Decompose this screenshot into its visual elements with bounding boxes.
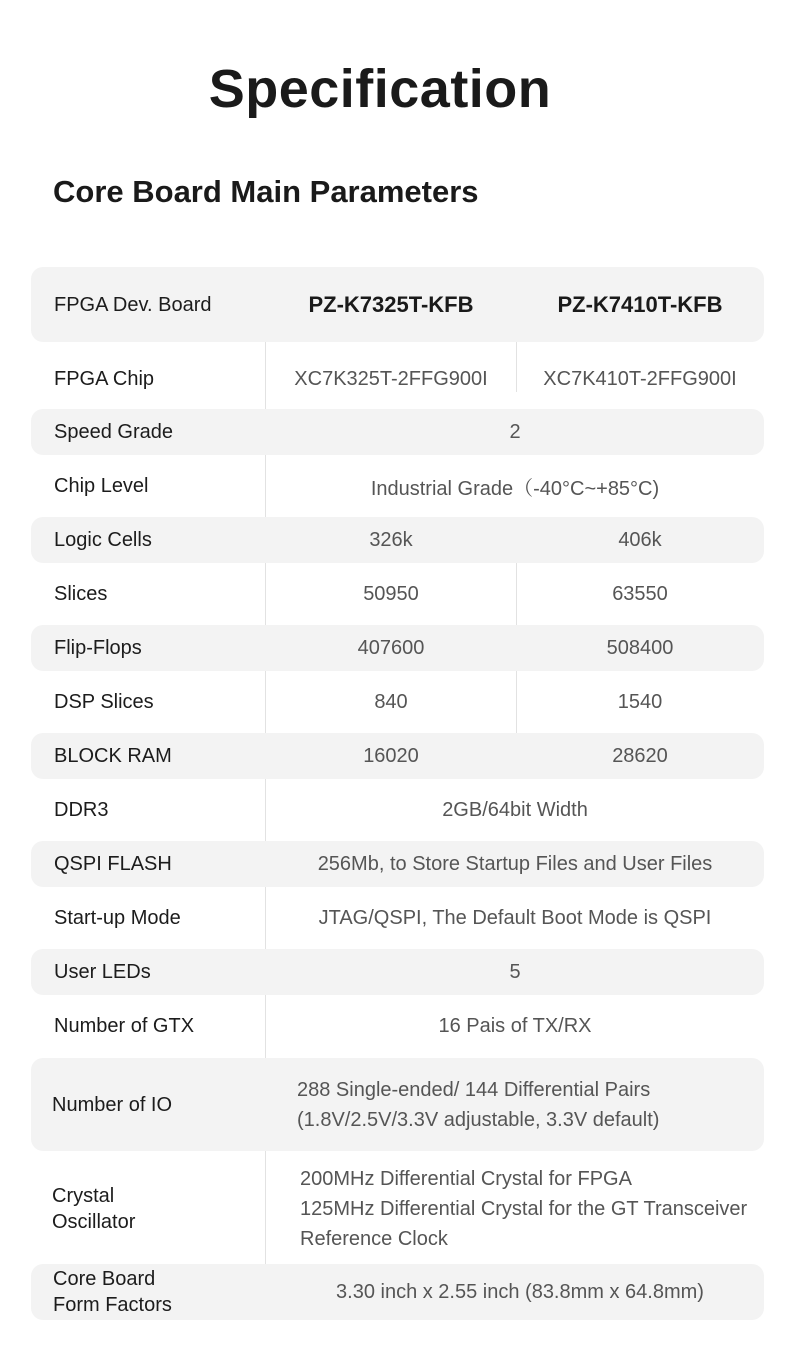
row-label: Speed Grade bbox=[54, 421, 173, 443]
table-row-startup-mode bbox=[31, 895, 764, 941]
row-col1: XC7K325T-2FFG900I bbox=[294, 367, 488, 390]
table-row-number-of-io bbox=[31, 1058, 764, 1151]
table-row-block-ram bbox=[31, 733, 764, 779]
row-value: 2GB/64bit Width bbox=[442, 798, 588, 821]
row-col2: 406k bbox=[618, 528, 662, 551]
header-col2: PZ-K7410T-KFB bbox=[557, 291, 723, 317]
row-label-line2: Oscillator bbox=[52, 1211, 136, 1233]
table-row-crystal-oscillator bbox=[31, 1162, 764, 1256]
row-value-line3: Reference Clock bbox=[300, 1228, 448, 1250]
table-row-form-factors bbox=[31, 1264, 764, 1320]
header-col1: PZ-K7325T-KFB bbox=[308, 291, 474, 317]
row-label bbox=[53, 1264, 172, 1320]
table-row-speed-grade bbox=[31, 409, 764, 455]
row-label: Number of GTX bbox=[54, 1015, 195, 1037]
row-label: User LEDs bbox=[54, 961, 151, 983]
row-label: Start-up Mode bbox=[54, 907, 181, 929]
table-row-dsp-slices bbox=[31, 679, 764, 725]
row-value: Industrial Grade（-40°C~+85°C) bbox=[370, 477, 660, 500]
table-row-slices bbox=[31, 571, 764, 617]
table-row-logic-cells bbox=[31, 517, 764, 563]
row-value-line2: 125MHz Differential Crystal for the GT Transceiver bbox=[300, 1198, 748, 1220]
row-col2: 63550 bbox=[612, 582, 668, 605]
row-value: 5 bbox=[509, 960, 521, 983]
table-row-flip-flops bbox=[31, 625, 764, 671]
row-value: JTAG/QSPI, The Default Boot Mode is QSPI bbox=[318, 906, 712, 929]
row-label: DSP Slices bbox=[54, 691, 154, 713]
table-row-ddr3 bbox=[31, 787, 764, 833]
row-label: QSPI FLASH bbox=[54, 853, 172, 875]
row-value-line1: 288 Single-ended/ 144 Differential Pairs bbox=[297, 1078, 651, 1101]
row-label: FPGA Chip bbox=[54, 368, 155, 390]
page-title: Specification bbox=[208, 59, 552, 119]
row-value-line1: 200MHz Differential Crystal for FPGA bbox=[300, 1168, 632, 1190]
row-label bbox=[52, 1162, 135, 1256]
row-label: BLOCK RAM bbox=[54, 745, 172, 767]
row-label-line2: Form Factors bbox=[53, 1294, 172, 1316]
row-col1: 840 bbox=[374, 690, 408, 713]
table-header-row bbox=[31, 267, 764, 342]
row-value: 2 bbox=[509, 420, 521, 443]
table-row-number-of-gtx bbox=[31, 1003, 764, 1049]
row-label-line1: Crystal bbox=[52, 1185, 115, 1207]
table-row-user-leds bbox=[31, 949, 764, 995]
row-col2: 1540 bbox=[617, 690, 663, 713]
row-value bbox=[300, 1162, 764, 1256]
row-col1: 326k bbox=[369, 528, 413, 551]
row-value bbox=[297, 1058, 767, 1151]
row-label: Logic Cells bbox=[54, 529, 152, 551]
row-value: 3.30 inch x 2.55 inch (83.8mm x 64.8mm) bbox=[336, 1280, 704, 1303]
row-value-line2: (1.8V/2.5V/3.3V adjustable, 3.3V default) bbox=[297, 1108, 660, 1131]
table-row-chip-level bbox=[31, 463, 764, 509]
section-title: Core Board Main Parameters bbox=[53, 174, 479, 209]
row-label: Number of IO bbox=[52, 1093, 173, 1116]
row-col2: 28620 bbox=[612, 744, 668, 767]
row-label: Flip-Flops bbox=[54, 637, 142, 659]
table-row-fpga-chip bbox=[31, 355, 764, 403]
row-value: 16 Pais of TX/RX bbox=[438, 1014, 592, 1037]
row-label: DDR3 bbox=[54, 799, 109, 821]
row-label-line1: Core Board bbox=[53, 1268, 156, 1290]
row-label: Chip Level bbox=[54, 475, 149, 497]
row-col1: 407600 bbox=[357, 636, 425, 659]
header-label: FPGA Dev. Board bbox=[54, 293, 212, 316]
row-label: Slices bbox=[54, 583, 108, 605]
row-col1: 50950 bbox=[363, 582, 419, 605]
row-col2: XC7K410T-2FFG900I bbox=[543, 367, 737, 390]
row-value: 256Mb, to Store Startup Files and User Files bbox=[317, 852, 713, 875]
row-col1: 16020 bbox=[363, 744, 419, 767]
row-col2: 508400 bbox=[606, 636, 674, 659]
table-row-qspi-flash bbox=[31, 841, 764, 887]
